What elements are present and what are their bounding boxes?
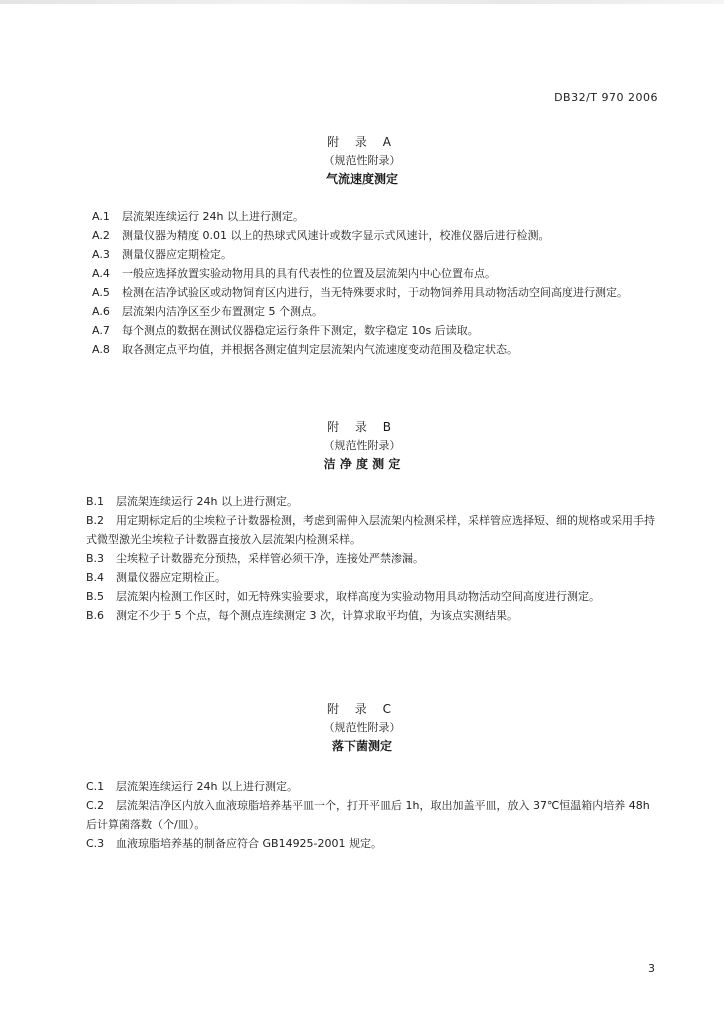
clause-a5 <box>88 283 660 302</box>
clause-number: C.1 <box>86 780 105 793</box>
clause-text: 取各测定点平均值，并根据各测定值判定层流架内气流速度变动范围及稳定状态。 <box>122 343 518 356</box>
clause-number: A.1 <box>92 210 110 223</box>
annex-c-clauses <box>86 777 660 853</box>
annex-b-title: 附 录 B <box>327 420 397 434</box>
document-code: DB32/T 970 2006 <box>554 91 658 104</box>
clause-text: 测定不少于 5 个点，每个测点连续测定 3 次，计算求取平均值，为该点实测结果。 <box>116 609 518 622</box>
annex-c-heading <box>0 700 724 756</box>
clause-a7 <box>88 321 660 340</box>
clause-text: 层流架洁净区内放入血液琼脂培养基平皿一个，打开平皿后 1h，取出加盖平皿，放入 37℃恒温箱内培养 48h 后计算菌落数（个/皿）。 <box>86 799 650 831</box>
clause-a3 <box>88 245 660 264</box>
annex-a-heading <box>0 133 724 189</box>
annex-a-title: 附 录 A <box>327 135 397 149</box>
annex-a-clauses <box>88 207 660 359</box>
scan-edge <box>0 0 724 4</box>
clause-b3 <box>86 549 660 568</box>
clause-number: A.6 <box>92 305 110 318</box>
clause-number: A.2 <box>92 229 110 242</box>
clause-b2 <box>86 511 660 549</box>
clause-text: 测量仪器为精度 0.01 以上的热球式风速计或数字显示式风速计，校准仪器后进行检测。 <box>122 229 550 242</box>
clause-b5 <box>86 587 660 606</box>
clause-c1 <box>86 777 660 796</box>
clause-text: 层流架内检测工作区时，如无特殊实验要求，取样高度为实验动物用具动物活动空间高度进行测定。 <box>116 590 600 603</box>
clause-number: A.3 <box>92 248 110 261</box>
annex-b-subtitle: （规范性附录） <box>323 439 401 452</box>
clause-text: 血液琼脂培养基的制备应符合 GB14925-2001 规定。 <box>116 837 383 850</box>
clause-a1 <box>88 207 660 226</box>
clause-b4 <box>86 568 660 587</box>
annex-a-subtitle: （规范性附录） <box>323 154 401 167</box>
clause-c3 <box>86 834 660 853</box>
clause-a4 <box>88 264 660 283</box>
clause-b1 <box>86 492 660 511</box>
clause-text: 用定期标定后的尘埃粒子计数器检测，考虑到需伸入层流架内检测采样，采样管应选择短、细的规格或采用手持式微型激光尘埃粒子计数器直接放入层流架内检测采样。 <box>86 514 655 546</box>
clause-number: A.8 <box>92 343 110 356</box>
clause-text: 每个测点的数据在测试仪器稳定运行条件下测定，数字稳定 10s 后读取。 <box>122 324 479 337</box>
clause-a6 <box>88 302 660 321</box>
clause-b6 <box>86 606 660 625</box>
clause-text: 检测在洁净试验区或动物饲育区内进行，当无特殊要求时，于动物饲养用具动物活动空间高度进行测定。 <box>122 286 628 299</box>
annex-c-name: 落下菌测定 <box>331 739 392 753</box>
clause-text: 一般应选择放置实验动物用具的具有代表性的位置及层流架内中心位置布点。 <box>122 267 496 280</box>
annex-b-name: 洁 净 度 测 定 <box>323 457 401 471</box>
clause-number: B.4 <box>86 571 105 584</box>
clause-number: C.3 <box>86 837 105 850</box>
annex-b-heading <box>0 418 724 474</box>
clause-a2 <box>88 226 660 245</box>
clause-c2 <box>86 796 660 834</box>
annex-c-title: 附 录 C <box>326 702 397 716</box>
clause-text: 尘埃粒子计数器充分预热，采样管必须干净，连接处严禁渗漏。 <box>116 552 424 565</box>
clause-number: B.1 <box>86 495 105 508</box>
annex-c-subtitle: （规范性附录） <box>323 721 401 734</box>
clause-text: 层流架连续运行 24h 以上进行测定。 <box>122 210 304 223</box>
clause-text: 层流架连续运行 24h 以上进行测定。 <box>116 495 298 508</box>
clause-number: C.2 <box>86 799 105 812</box>
clause-text: 层流架连续运行 24h 以上进行测定。 <box>116 780 298 793</box>
clause-number: A.5 <box>92 286 110 299</box>
clause-number: A.4 <box>92 267 110 280</box>
clause-number: B.6 <box>86 609 105 622</box>
annex-b-clauses <box>86 492 660 625</box>
clause-text: 测量仪器应定期检定。 <box>122 248 232 261</box>
annex-a-name: 气流速度测定 <box>325 172 398 186</box>
page-number: 3 <box>648 962 655 975</box>
clause-number: B.2 <box>86 514 105 527</box>
clause-number: B.3 <box>86 552 105 565</box>
clause-a8 <box>88 340 660 359</box>
clause-number: A.7 <box>92 324 110 337</box>
clause-text: 测量仪器应定期检正。 <box>116 571 226 584</box>
clause-number: B.5 <box>86 590 105 603</box>
clause-text: 层流架内洁净区至少布置测定 5 个测点。 <box>122 305 323 318</box>
